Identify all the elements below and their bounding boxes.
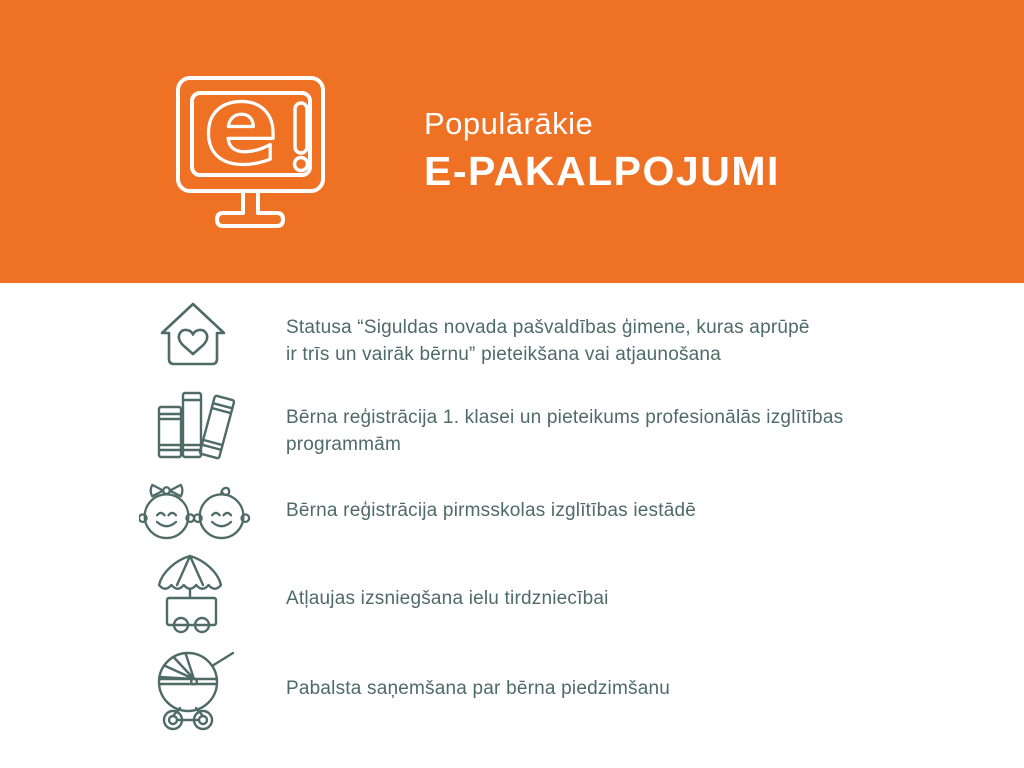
service-label-line: Statusa “Siguldas novada pašvaldības ģimene, kuras aprūpē bbox=[286, 317, 810, 338]
service-item-first-grade bbox=[286, 404, 843, 458]
service-label-line: Bērna reģistrācija pirmsskolas izglītības iestādē bbox=[286, 500, 697, 521]
logo-letter-e: e bbox=[203, 66, 279, 189]
baby-pram-icon bbox=[156, 650, 236, 734]
house-heart-icon bbox=[158, 301, 228, 368]
service-label-line: Bērna reģistrācija 1. klasei un pieteikums profesionālās izglītības bbox=[286, 407, 844, 428]
street-cart-icon bbox=[154, 554, 226, 634]
service-item-birth-benefit bbox=[286, 675, 670, 702]
service-item-preschool bbox=[286, 497, 696, 524]
service-label-line: Pabalsta saņemšana par bērna piedzimšanu bbox=[286, 678, 671, 699]
service-label-line: programmām bbox=[286, 434, 401, 455]
header-band bbox=[0, 0, 1024, 283]
service-item-family-status bbox=[286, 314, 810, 368]
service-label-line: Atļaujas izsniegšana ielu tirdzniecībai bbox=[286, 588, 609, 609]
books-icon bbox=[155, 391, 235, 461]
header-subtitle: Populārākie bbox=[424, 106, 594, 141]
babies-icon bbox=[139, 483, 251, 540]
page-title: E-PAKALPOJUMI bbox=[424, 148, 780, 194]
service-item-street-trading bbox=[286, 585, 609, 612]
header-copy bbox=[424, 106, 780, 195]
service-label-line: ir trīs un vairāk bērnu” pieteikšana vai atjaunošana bbox=[286, 344, 721, 365]
e-services-monitor-icon bbox=[175, 66, 325, 228]
